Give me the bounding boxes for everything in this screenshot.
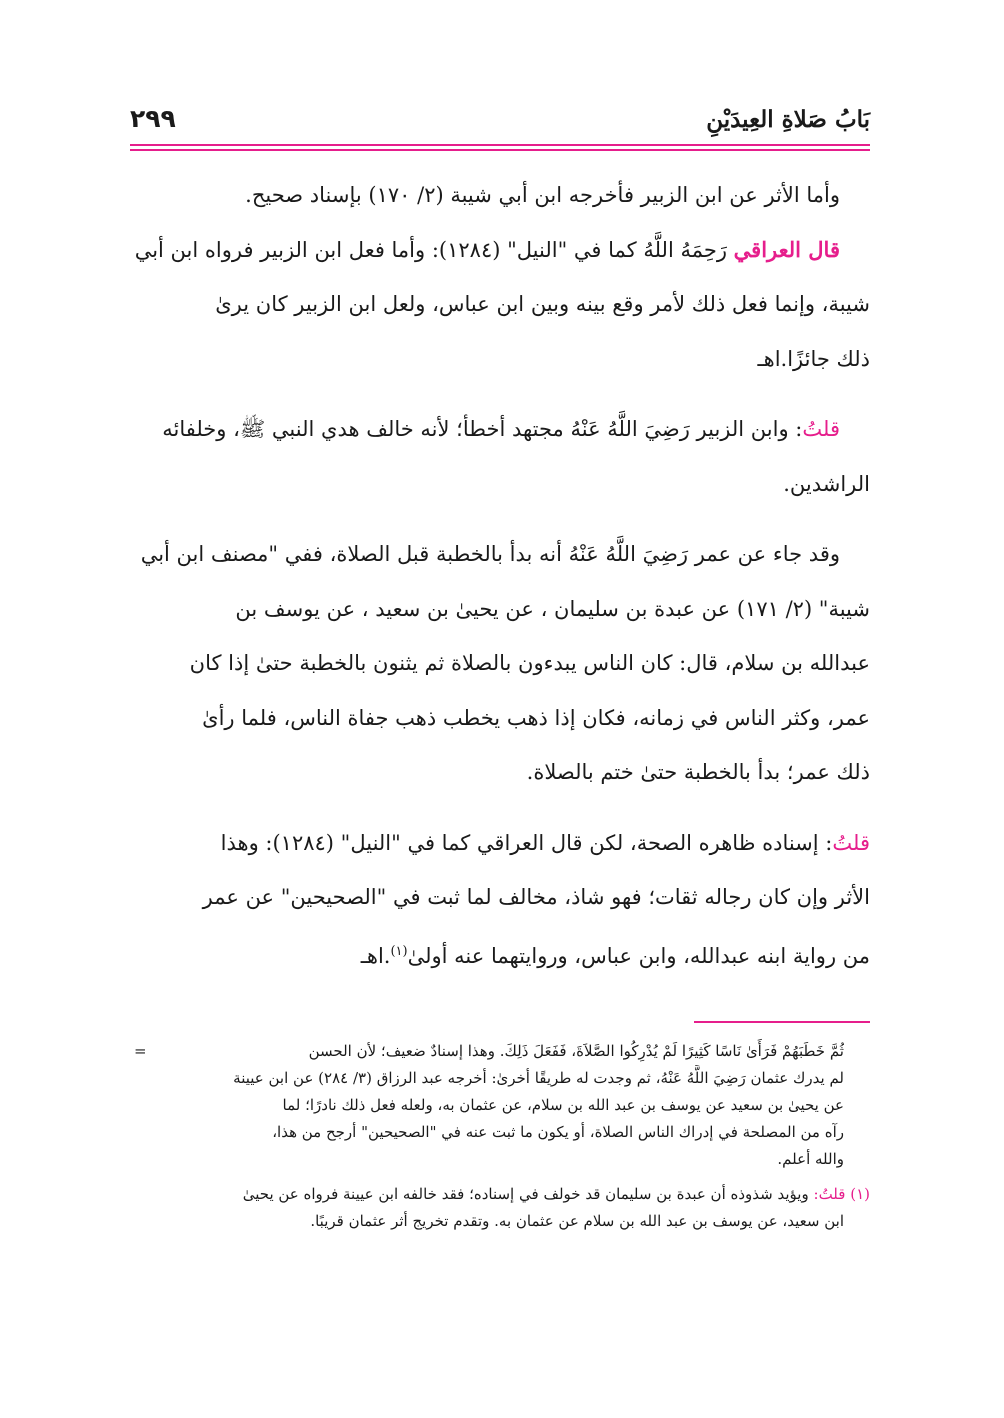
line-content: قلتُ: إسناده ظاهره الصحة، لكن قال العراقي كما في "النيل" (١٢٨٤): وهذا	[220, 830, 870, 855]
footnote-1	[134, 1181, 870, 1235]
text-line: وقد جاء عن عمر رَضِيَ اللَّهُ عَنْهُ أنه بدأ بالخطبة قبل الصلاة، ففي "مصنف ابن أبي	[140, 542, 840, 566]
line-content: قلتُ: وابن الزبير رَضِيَ اللَّهُ عَنْهُ مجتهد أخطأ؛ لأنه خالف هدي النبي ﷺ، وخلفائه	[162, 417, 840, 441]
text-line	[134, 925, 870, 980]
footnote-line: والله أعلم.	[777, 1150, 844, 1168]
footnote-line: لم يدرك عثمان رَضِيَ اللَّهُ عَنْهُ، ثم وجدت له طريقًا أخرىٰ: أخرجه عبد الرزاق (٣/ ٢٨٤) عن ابن عيينة	[233, 1069, 844, 1087]
footnotes	[134, 1038, 870, 1235]
text-line: عبدالله بن سلام، قال: كان الناس يبدءون بالصلاة ثم يثنون بالخطبة حتىٰ إذا كان	[189, 651, 870, 675]
page-header	[130, 92, 870, 142]
text-line: الراشدين.	[783, 471, 870, 496]
footnote-rule	[694, 1021, 870, 1023]
text-line: ذلك عمر؛ بدأ بالخطبة حتىٰ ختم بالصلاة.	[526, 760, 870, 784]
chapter-title: بَابُ صَلاةِ العِيدَيْنِ	[706, 106, 870, 133]
header-rule	[130, 144, 870, 146]
line-content: من رواية ابنه عبدالله، وابن عباس، وروايتهما عنه أولىٰ	[407, 943, 870, 968]
text-line: عمر، وكثر الناس في زمانه، فكان إذا ذهب يخطب ذهب جفاة الناس، فلما رأىٰ	[202, 705, 870, 730]
highlight-keyword: قلتُ	[832, 830, 870, 855]
main-text	[134, 168, 870, 979]
continuation-mark: =	[134, 1042, 147, 1060]
header-rule	[130, 149, 870, 151]
footnote-label: قلتُ:	[813, 1185, 846, 1203]
highlight-keyword: قال العراقي	[733, 236, 840, 262]
text-line	[134, 223, 870, 278]
text-line	[134, 402, 870, 457]
footnote-continuation	[134, 1038, 870, 1173]
line-content: .اهـ	[360, 943, 391, 968]
text-line	[134, 816, 870, 871]
footnote-line: ابن سعيد، عن يوسف بن عبد الله بن سلام عن عثمان به. وتقدم تخريج أثر عثمان قريبًا.	[310, 1212, 844, 1230]
highlight-keyword: قلتُ	[802, 417, 840, 441]
text-line: شيبة، وإنما فعل ذلك لأمر وقع بينه وبين ابن عباس، ولعل ابن الزبير كان يرىٰ	[215, 292, 870, 316]
footnote-line: ثُمَّ خَطَبَهُمْ فَرَأَىٰ نَاسًا كَثِيرًا لَمْ يُدْرِكُوا الصَّلاَةَ، فَفَعَلَ ذَلِكَ. وهذا إسنادٌ ضعيف؛ لأن الحسن	[308, 1042, 844, 1060]
footnote-number: (١)	[850, 1185, 870, 1203]
text-line: ذلك جائزًا.اهـ	[757, 346, 870, 371]
footnote-ref[interactable]: (١)	[390, 943, 408, 959]
text-line: الأثر وإن كان رجاله ثقات؛ فهو شاذ، مخالف لما ثبت في "الصحيحين" عن عمر	[202, 885, 870, 909]
text-line: وأما الأثر عن ابن الزبير فأخرجه ابن أبي شيبة (٢/ ١٧٠) بإسناد صحيح.	[245, 183, 840, 207]
footnote-line	[134, 1181, 870, 1208]
footnote-line: رآه من المصلحة في إدراك الناس الصلاة، أو يكون ما ثبت عنه في "الصحيحين" أرجح من هذا،	[272, 1123, 844, 1141]
line-content: قال العراقي رَحِمَهُ اللَّهُ كما في "النيل" (١٢٨٤): وأما فعل ابن الزبير فرواه ابن أبي	[134, 236, 840, 262]
page-number: ٢٩٩	[130, 104, 176, 133]
text-line: شيبة" (٢/ ١٧١) عن عبدة بن سليمان ، عن يحيىٰ بن سعيد ، عن يوسف بن	[235, 596, 870, 621]
footnote-text: ويؤيد شذوذه أن عبدة بن سليمان قد خولف في إسناده؛ فقد خالفه ابن عيينة فرواه عن يحيىٰ	[242, 1185, 809, 1203]
footnote-line: عن يحيىٰ بن سعيد عن يوسف بن عبد الله بن سلام، عن عثمان به، ولعله فعل ذلك نادرًا؛ لما	[282, 1096, 844, 1114]
